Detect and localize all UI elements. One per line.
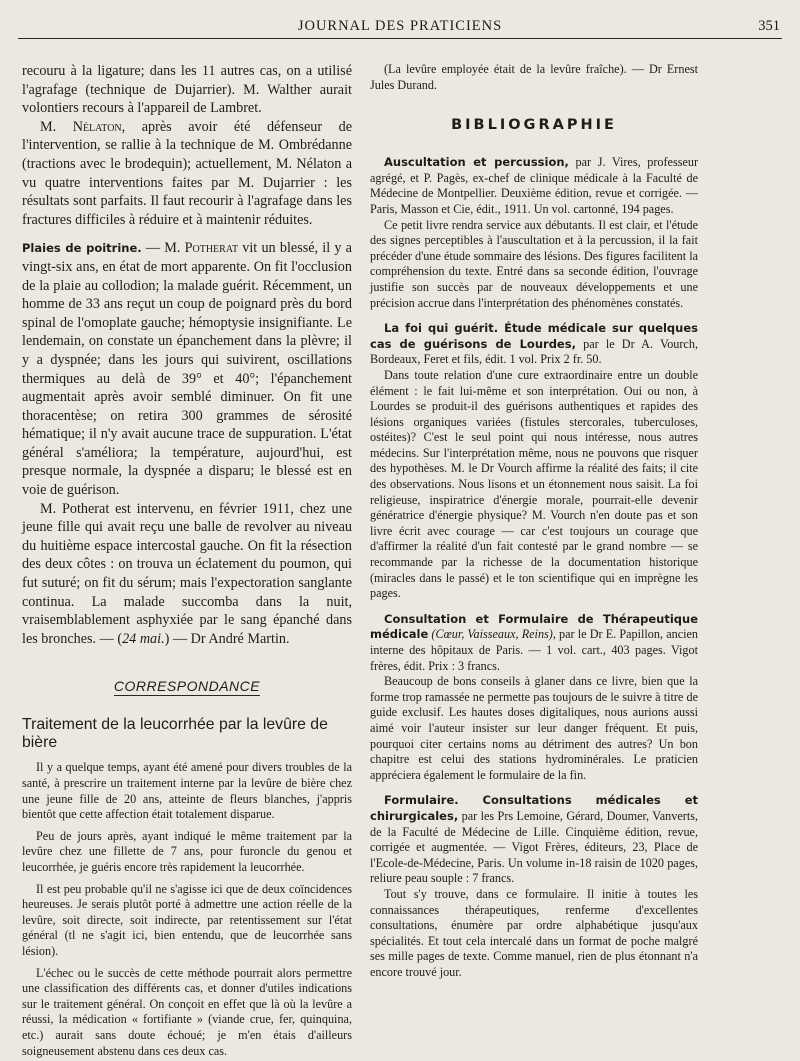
section-heading-correspondance: CORRESPONDANCE [113, 678, 261, 695]
paragraph-leuco-2: Peu de jours après, ayant indiqué le même traitement par la levûre chez une fillette de 7 ans, pour furoncle du genou et leucorrhée, je guéris encore très rapidement la leucorrhée. [22, 828, 352, 874]
paragraph-plaies-poitrine: Plaies de poitrine. — M. Potherat vit un blessé, il y a vingt-six ans, en état de mort apparente. On fit l'occlusion de la plaie au collodion; la malade guérit. Récemment, un homme de 33 ans reçut un coup de poignard près du bord spinal de l'omoplate gauche; hémoptysie insignifiante. Le lendemain, on constate un épanchement dans la plèvre; il y a dyspnée; dans les jours qui suivirent, oscillations thermiques au delà de 39° et 40°; l'épanchement augmentait après avoir semblé diminuer. On fit une thoracentèse; on retira 300 grammes de sérosité hématique; il n'y avait aucune trace de suppuration. L'état général s'améliora; la température, aujourd'hui, est presque normale, la dyspnée a disparu; le blessé est en voie de guérison. [22, 240, 352, 499]
section-heading-bibliographie: BIBLIOGRAPHIE [451, 117, 617, 134]
paragraph-leuco-4: L'échec ou le succès de cette méthode pourrait alors permettre une classification des différents cas, et donner d'utiles indications sur le traitement général. On conçoit en effet que là où la levûre a réussi, la médication « fortifiante » (viande crue, fer, quinquina, etc.) aurait sans doute échoué; je m'en étais d'ailleurs soigneusement abstenu dans ces deux cas. [22, 965, 352, 1058]
leuco-conclusion-signature: (La levûre employée était de la levûre fraîche). — Dr Ernest Jules Durand. [370, 62, 698, 92]
book-review-foi-qui-guerit: Dans toute relation d'une cure extraordinaire entre un double élément : le fait lui-même et son interprétation. Oui ou non, à Lourdes se produit-il des guérisons authentiques et rapides des lésions organiques variées (fistules stercorales, tuberculoses, ostéites)? C'est le seul point qui nous intéresse, nous autres médecins. Sur l'interprétation même, nous ne pouvons que risquer des hypothèses. M. le Dr Vourch affirme la réalité des faits; il cite des observations. Nous lisons et un étonnement nous saisit. La foi religieuse, inspiratrice d'énergie morale, pourrait-elle devenir génératrice d'énergie physique? M. Vourch n'en doute pas et son livre écrit avec courage — car c'est toujours un courage que d'affirmer la réalité d'un fait contesté par le grand nombre — se recommande par la richesse de la documentation historique (miracles dans le passé) et le ton scientifique qui en imprègne les pages. [370, 367, 698, 601]
section-heading-plaies: Plaies de poitrine. [22, 241, 142, 256]
journal-title: JOURNAL DES PRATICIENS [297, 18, 503, 34]
page-number: 351 [758, 18, 780, 34]
book-title: Formulaire. Consultations médicales et chirurgicales, [370, 793, 698, 823]
right-column [370, 62, 698, 980]
book-title: Auscultation et percussion, [384, 155, 569, 170]
book-review-auscultation: Ce petit livre rendra service aux débutants. Il est clair, et l'étude des signes perceptibles à l'auscultation et à la percussion, il la fait précéder d'une étude sommaire des lésions. Des figures facilitent la compréhension du texte. Entré dans sa seconde édition, l'ouvrage justifie son succès par de nouveaux développements et une précision accrue dans l'interprétation des phénomènes constatés. [370, 217, 698, 310]
page-header [18, 14, 782, 39]
author-nelaton: Nélaton [72, 118, 122, 135]
paragraph-leuco-3: Il est peu probable qu'il ne s'agisse ici que de deux coïncidences heureuses. Je serais plutôt porté à admettre une action réelle de la levûre, soit directe, soit indirecte, par retentissement sur l'état général (tl ne s'agit ici, bien entendu, que de leucorrhée sans lésion). [22, 881, 352, 958]
paragraph-nelaton: M. Nélaton, après avoir été défenseur de l'intervention, se rallie à la technique de M. Ombrédanne (tractions avec le brodequin); actuellement, M. Nélaton a vu quatre interventions faites par M. Dujarrier : les résultats sont parfaits. Il faut recourir à l'agrafage dans les fractures difficiles à réduire et à maintenir réduites. [22, 118, 353, 228]
book-review-therapeutique: Beaucoup de bons conseils à glaner dans ce livre, bien que la forme trop ramassée ne permette pas toujours de le suivre à titre de guide exclusif. Les hautes doses digitaliques, nous aurions aussi aimé voir l'auteur insister sur leur danger fréquent. Et puis, pourquoi citer certains noms au détriment des autres? Un bon chapitre est celui des stations hydrominérales. Le praticien appréciera également le formulaire de la fin. [370, 674, 698, 782]
book-title: Consultation et Formulaire de Thérapeutique médicale [370, 611, 698, 642]
date: 24 mai. [122, 630, 165, 647]
author-potherat: Potherat [184, 240, 239, 257]
book-review-formulaire: Tout s'y trouve, dans ce formulaire. Il initie à toutes les connaissances thérapeutiques, renferme d'excellentes consultations, énumère par ordre alphabétique jusqu'aux spécialités. Et tout cela intercalé dans un format de poche malgré ses mille pages de texte. Comme manuel, rien de plus étonnant n'a encore trouvé jour. [370, 886, 698, 979]
signature-andre-martin: ) — Dr André Martin. [164, 630, 290, 647]
left-column [22, 62, 352, 1059]
paragraph-leuco-1: Il y a quelque temps, ayant été amené pour divers troubles de la santé, à prescrire un traitement interne par la levûre de bière chez une jeune fille de 20 ans, atteinte de fleurs blanches, j'appris bientôt que cette affection était totalement disparue. [22, 760, 352, 822]
book-title: La foi qui guérit. Étude médicale sur quelques cas de guérisons de Lourdes, [370, 321, 698, 351]
book-entry-foi-qui-guerit: La foi qui guérit. Étude médicale sur quelques cas de guérisons de Lourdes, par le Dr A. Vourch, Bordeaux, Feret et fils, édit. 1 vol. Prix 2 fr. 50. [370, 321, 698, 367]
paragraph-potherat-case: M. Potherat est intervenu, en février 1911, chez une jeune fille qui avait reçu une balle de revolver au niveau du huitième espace intercostal gauche. On fit la résection des deux côtes : on trouva un éclatement du poumon, qui fut suturé; on fit du sérum; mais l'expectoration sanglante continua. La malade succomba dans la nuit, vraisemblablement asphyxiée par le sang épanché dans les bronches. — (24 mai.) — Dr André Martin. [22, 500, 352, 647]
article-title-leucorrhee: Traitement de la leucorrhée par la levûre de bière [22, 716, 328, 752]
book-entry-auscultation: Auscultation et percussion, par J. Vires, professeur agrégé, et P. Pagès, ex-chef de clinique médicale à la Faculté de Médecine de Montpellier. Deuxième édition, revue et corrigée. — Paris, Masson et Cie, édit., 1911. Un vol. cartonné, 194 pages. [370, 155, 699, 216]
book-entry-therapeutique: Consultation et Formulaire de Thérapeutique médicale (Cœur, Vaisseaux, Reins), par le Dr E. Papillon, ancien interne des hôpitaux de Paris. — 1 vol. cart., 403 pages. Vigot frères, édit. Prix : 3 francs. [370, 611, 698, 673]
paragraph-walther: recouru à la ligature; dans les 11 autres cas, on a utilisé l'agrafage (technique de Dujarrier). M. Walther aurait volontiers recours à l'appareil de Lambret. [22, 63, 352, 117]
book-entry-formulaire: Formulaire. Consultations médicales et chirurgicales, par les Prs Lemoine, Gérard, Doumer, Vanverts, de la Faculté de Médecine de Lille. Cinquième édition, revue, corrigée et augmentée. — Vigot Frères, éditeurs, 23, Place de l'Ecole-de-Médecine, Paris. Un volume in-18 raisin de 1020 pages, reliure peau souple : 7 francs. [370, 793, 698, 886]
